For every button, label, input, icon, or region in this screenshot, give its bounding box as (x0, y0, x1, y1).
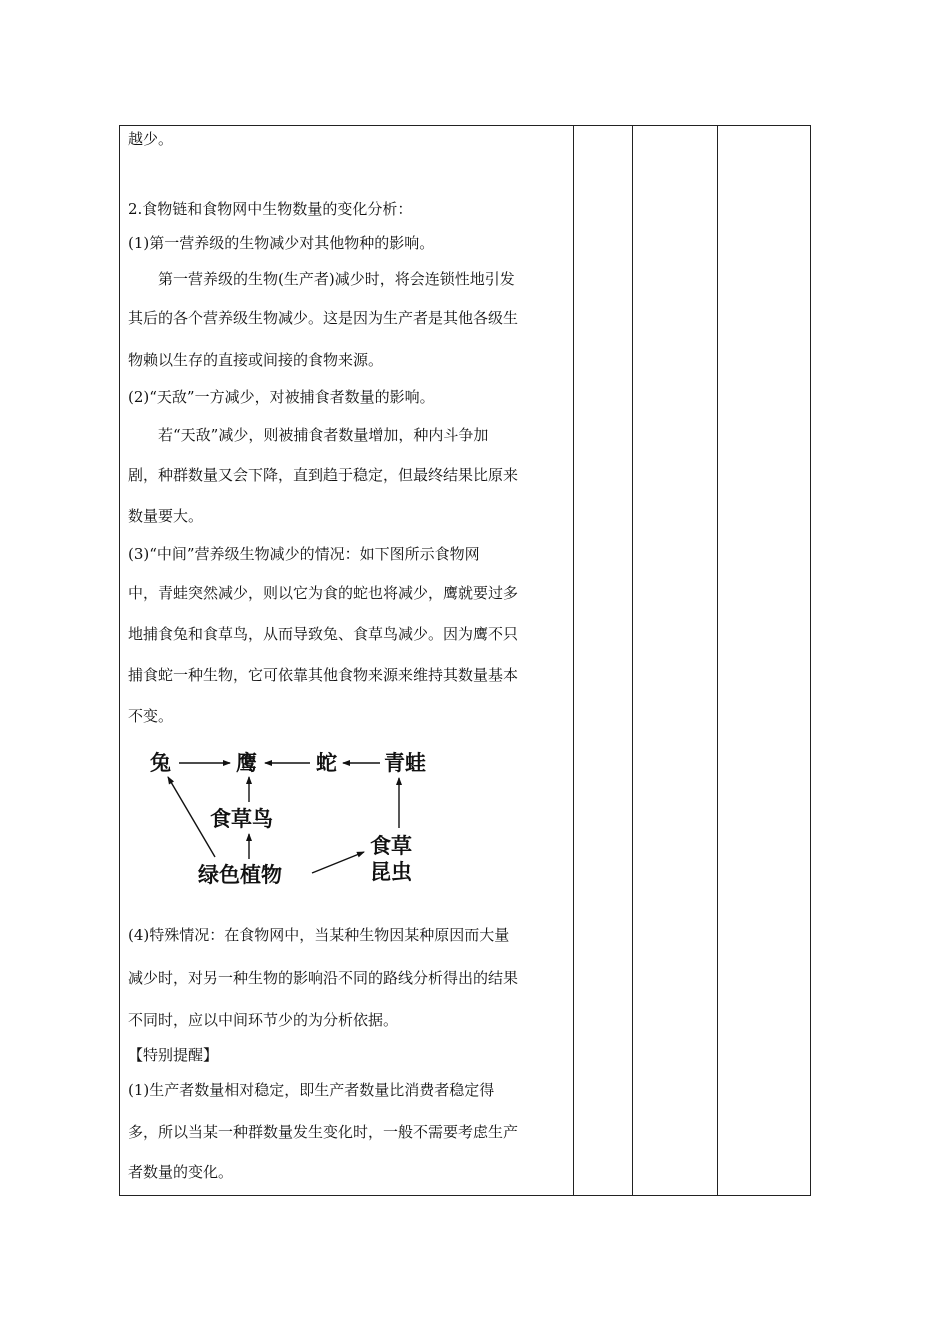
special-note-heading: 【特别提醒】 (128, 1046, 219, 1064)
text-line: 中，青蛙突然减少，则以它为食的蛇也将减少，鹰就要过多 (128, 584, 519, 602)
text-line: 越少。 (128, 130, 174, 148)
text-line: 其后的各个营养级生物减少。这是因为生产者是其他各级生 (128, 309, 519, 327)
text-line: (1)第一营养级的生物减少对其他物种的影响。 (128, 234, 435, 252)
node-green-plants: 绿色植物 (198, 863, 282, 887)
text-line: 剧，种群数量又会下降，直到趋于稳定，但最终结果比原来 (128, 466, 519, 484)
column-divider-3 (717, 126, 718, 1195)
text-line: 不变。 (128, 707, 174, 725)
food-web-diagram (150, 744, 450, 894)
text-line: (3)“中间”营养级生物减少的情况：如下图所示食物网 (128, 545, 480, 563)
arrow-plants-to-insect (312, 852, 364, 873)
text-line: 不同时，应以中间环节少的为分析依据。 (128, 1011, 399, 1029)
text-line: 减少时，对另一种生物的影响沿不同的路线分析得出的结果 (128, 969, 519, 987)
text-line: 者数量的变化。 (128, 1163, 234, 1181)
node-rabbit: 兔 (150, 751, 171, 775)
column-divider-1 (573, 126, 574, 1195)
text-line: 第一营养级的生物(生产者)减少时，将会连锁性地引发 (158, 270, 515, 288)
node-frog: 青蛙 (384, 751, 426, 775)
column-divider-2 (632, 126, 633, 1195)
text-line: 物赖以生存的直接或间接的食物来源。 (128, 351, 384, 369)
node-herbivorous-insect-line2: 昆虫 (370, 860, 412, 884)
node-herbivorous-bird: 食草鸟 (210, 807, 273, 831)
text-line: 若“天敌”减少，则被捕食者数量增加，种内斗争加 (158, 426, 489, 444)
node-eagle: 鹰 (236, 751, 257, 775)
text-line: (2)“天敌”一方减少，对被捕食者数量的影响。 (128, 388, 435, 406)
node-snake: 蛇 (316, 751, 337, 775)
section-heading: 2.食物链和食物网中生物数量的变化分析： (128, 200, 413, 218)
content-table (119, 125, 811, 1196)
text-line: (1)生产者数量相对稳定，即生产者数量比消费者稳定得 (128, 1081, 495, 1099)
text-line: 数量要大。 (128, 507, 204, 525)
node-herbivorous-insect-line1: 食草 (370, 834, 412, 858)
text-line: 捕食蛇一种生物，它可依靠其他食物来源来维持其数量基本 (128, 666, 519, 684)
arrow-plants-to-rabbit (168, 777, 215, 857)
text-line: 地捕食兔和食草鸟，从而导致兔、食草鸟减少。因为鹰不只 (128, 625, 519, 643)
text-line: 多，所以当某一种群数量发生变化时，一般不需要考虑生产 (128, 1123, 519, 1141)
text-line: (4)特殊情况：在食物网中，当某种生物因某种原因而大量 (128, 926, 510, 944)
